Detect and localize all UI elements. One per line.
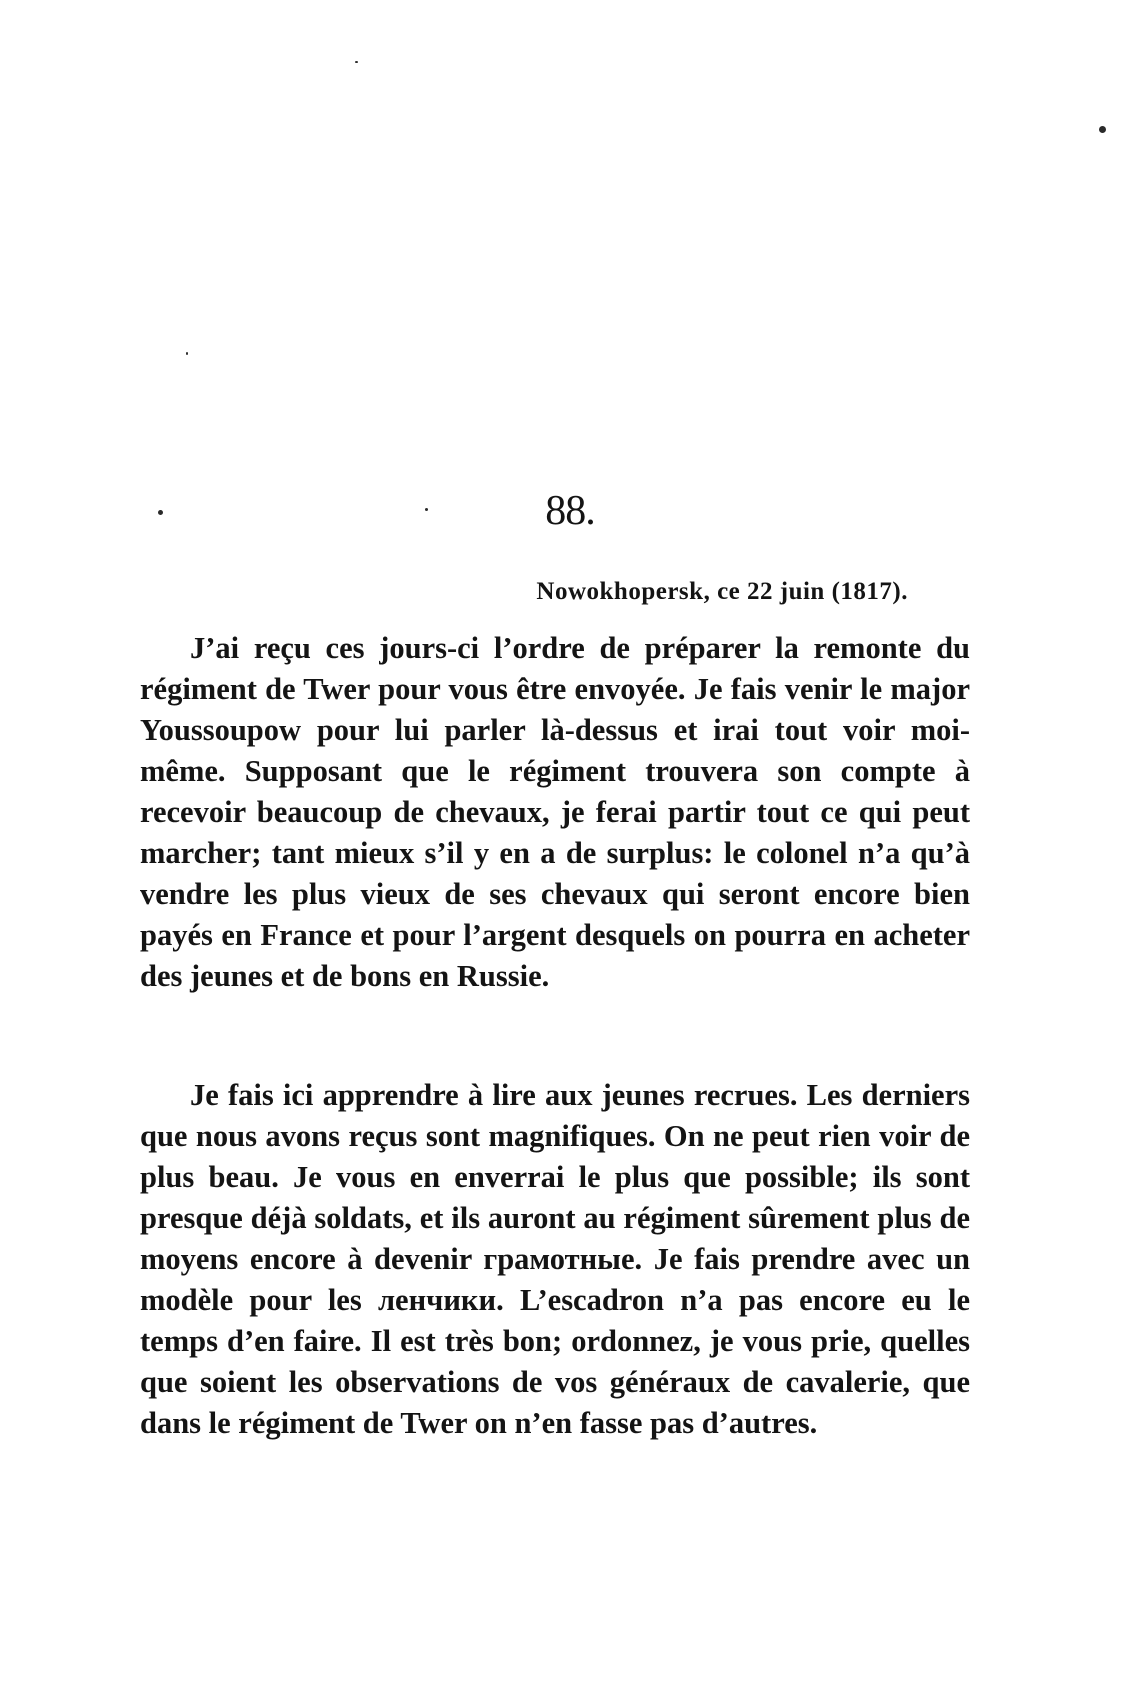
- paragraph-1: [140, 628, 970, 997]
- ink-speck: [1099, 126, 1106, 133]
- ink-speck: [186, 352, 188, 355]
- letter-number: 88.: [545, 488, 595, 534]
- paragraph-text: Je fais ici apprendre à lire aux jeunes recrues. Les derniers que nous avons reçus sont magnifiques. On ne peut rien voir de plus beau. Je vous en enverrai le plus que possible; ils sont presque déjà soldats, et ils auront au régiment sûrement plus de moyens encore à devenir грамотные. Je fais prendre avec un modèle pour les ленчики. L’escadron n’a pas encore eu le temps d’en faire. Il est très bon; ordonnez, je vous prie, quelles que soient les observations de vos généraux de cavalerie, que dans le régiment de Twer on n’en fasse pas d’autres.: [140, 1078, 970, 1440]
- ink-speck: [355, 61, 358, 63]
- dateline: Nowokhopersk, ce 22 juin (1817).: [536, 578, 908, 605]
- paragraph-text: J’ai reçu ces jours-ci l’ordre de préparer la remonte du régiment de Twer pour vous être envoyée. Je fais venir le major Youssoupow pour lui parler là-dessus et irai tout voir moi-même. Supposant que le régiment trouvera son compte à recevoir beaucoup de chevaux, je ferai partir tout ce qui peut marcher; tant mieux s’il y en a de surplus: le colonel n’a qu’à vendre les plus vieux de ses chevaux qui seront encore bien payés en France et pour l’argent desquels on pourra en acheter des jeunes et de bons en Russie.: [140, 631, 970, 993]
- paragraph-2: [140, 1075, 970, 1444]
